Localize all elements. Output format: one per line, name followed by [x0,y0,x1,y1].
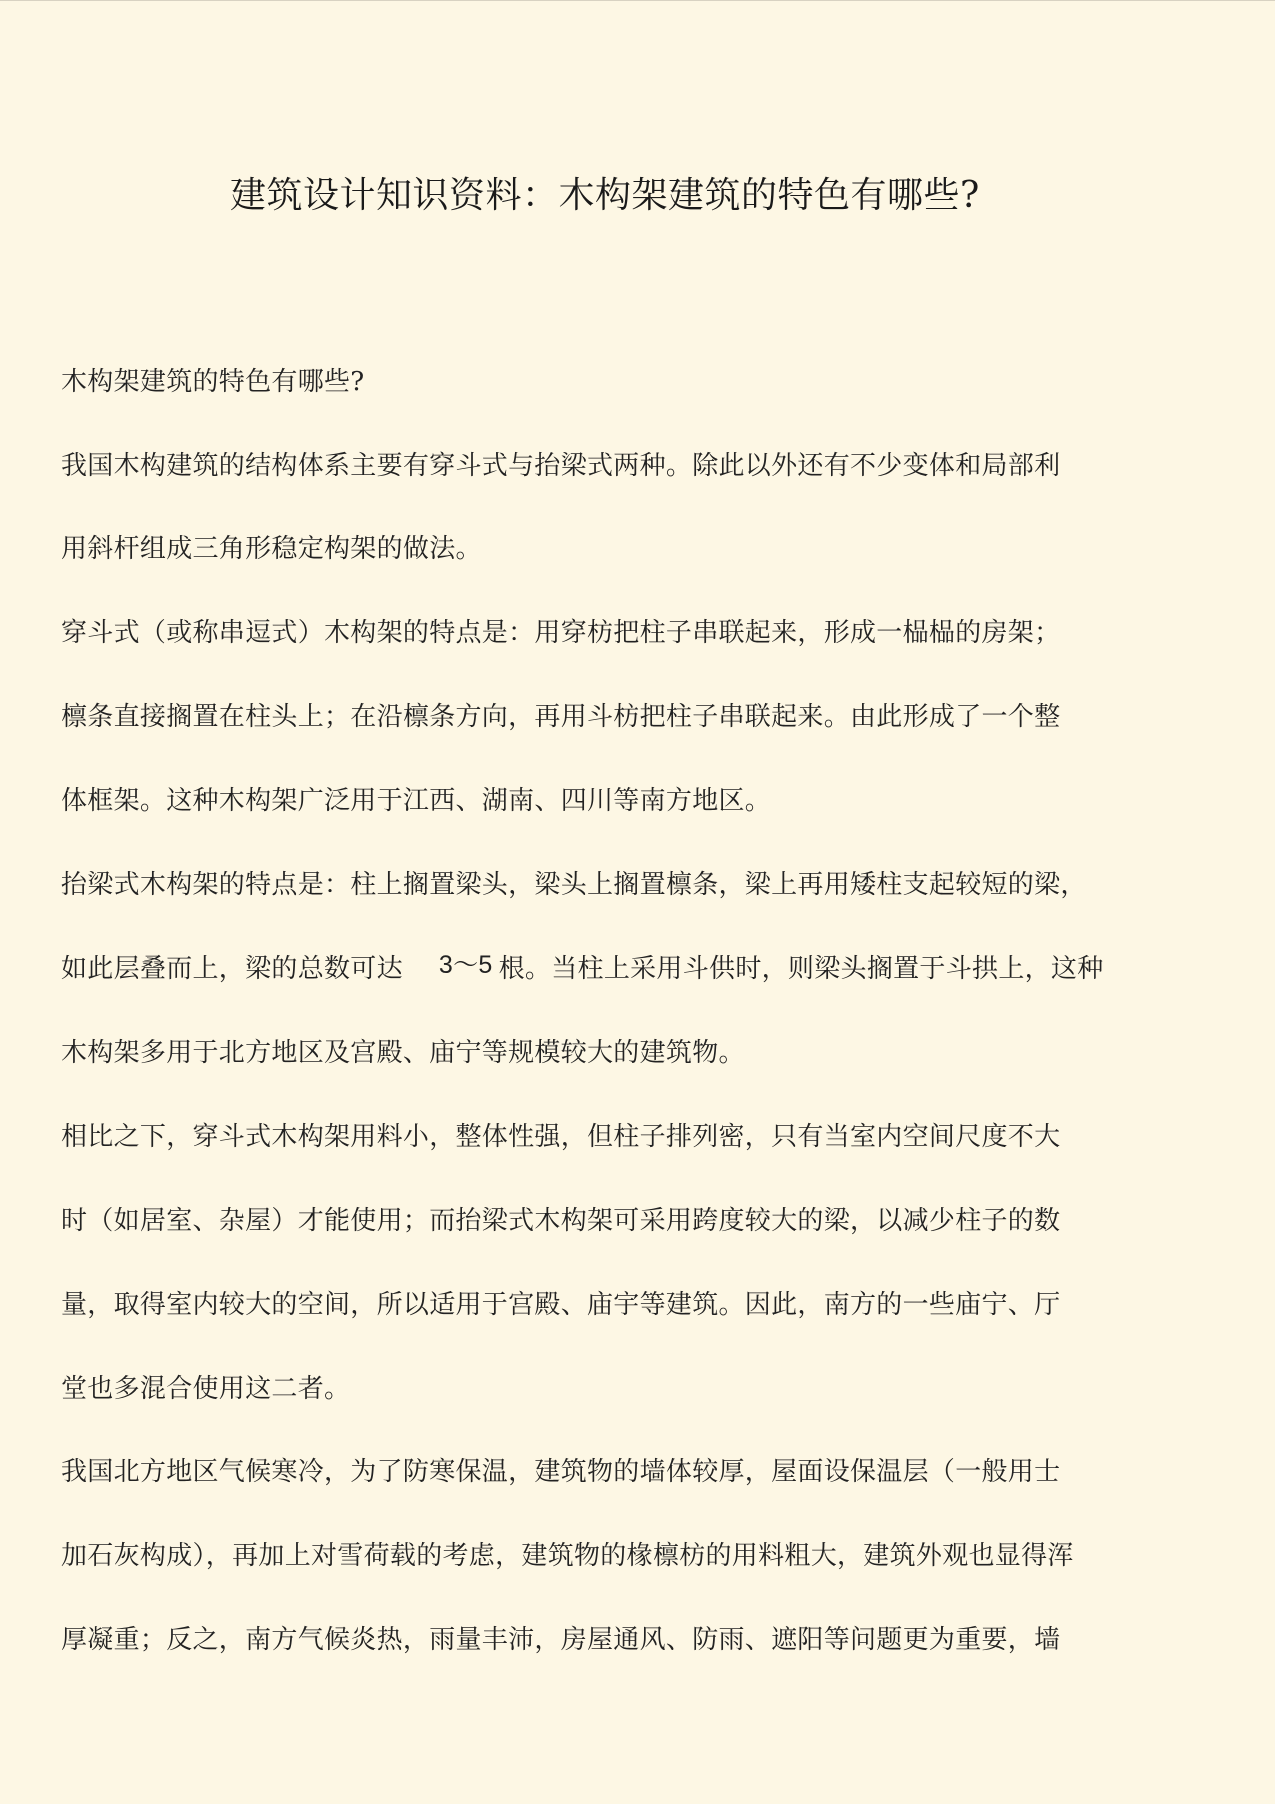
line-text-after: 根。当柱上采用斗供时，则梁头搁置于斗拱上，这种 [498,954,1104,984]
paragraph-line: 木构架多用于北方地区及宫殿、庙宁等规模较大的建筑物。 [61,1038,745,1068]
paragraph-line: 时（如居室、杂屋）才能使用；而抬梁式木构架可采用跨度较大的梁，以减少柱子的数 [61,1206,1061,1236]
paragraph-line: 相比之下，穿斗式木构架用料小，整体性强，但柱子排列密，只有当室内空间尺度不大 [61,1122,1061,1152]
paragraph-line: 檩条直接搁置在柱头上；在沿檩条方向，再用斗枋把柱子串联起来。由此形成了一个整 [61,702,1061,732]
paragraph-line: 我国北方地区气候寒冷，为了防寒保温，建筑物的墙体较厚，屋面设保温层（一般用士 [61,1457,1061,1487]
paragraph-line: 木构架建筑的特色有哪些? [61,367,365,397]
paragraph-line: 厚凝重；反之，南方气候炎热，雨量丰沛，房屋通风、防雨、遮阳等问题更为重要，墙 [61,1625,1061,1655]
paragraph-line: 堂也多混合使用这二者。 [61,1374,351,1404]
paragraph-line: 用斜杆组成三角形稳定构架的做法。 [61,534,482,564]
paragraph-line: 穿斗式（或称串逗式）木构架的特点是：用穿枋把柱子串联起来，形成一榀榀的房架； [61,618,1061,648]
paragraph-line: 我国木构建筑的结构体系主要有穿斗式与抬梁式两种。除此以外还有不少变体和局部利 [61,451,1061,481]
line-text-before: 如此层叠而上，梁的总数可达 [61,954,403,984]
paragraph-line: 体框架。这种木构架广泛用于江西、湖南、四川等南方地区。 [61,786,772,816]
document-title: 建筑设计知识资料：木构架建筑的特色有哪些? [230,175,980,216]
beam-count-number: 3～5 [438,951,493,979]
paragraph-line: 量，取得室内较大的空间，所以适用于宫殿、庙宇等建筑。因此，南方的一些庙宁、厅 [61,1290,1061,1320]
paragraph-line: 加石灰构成），再加上对雪荷载的考虑，建筑物的椽檩枋的用料粗大，建筑外观也显得浑 [61,1541,1074,1571]
paragraph-line-with-number [61,952,1104,986]
paragraph-line: 抬梁式木构架的特点是：柱上搁置梁头，梁头上搁置檩条，梁上再用矮柱支起较短的梁， [61,870,1087,900]
